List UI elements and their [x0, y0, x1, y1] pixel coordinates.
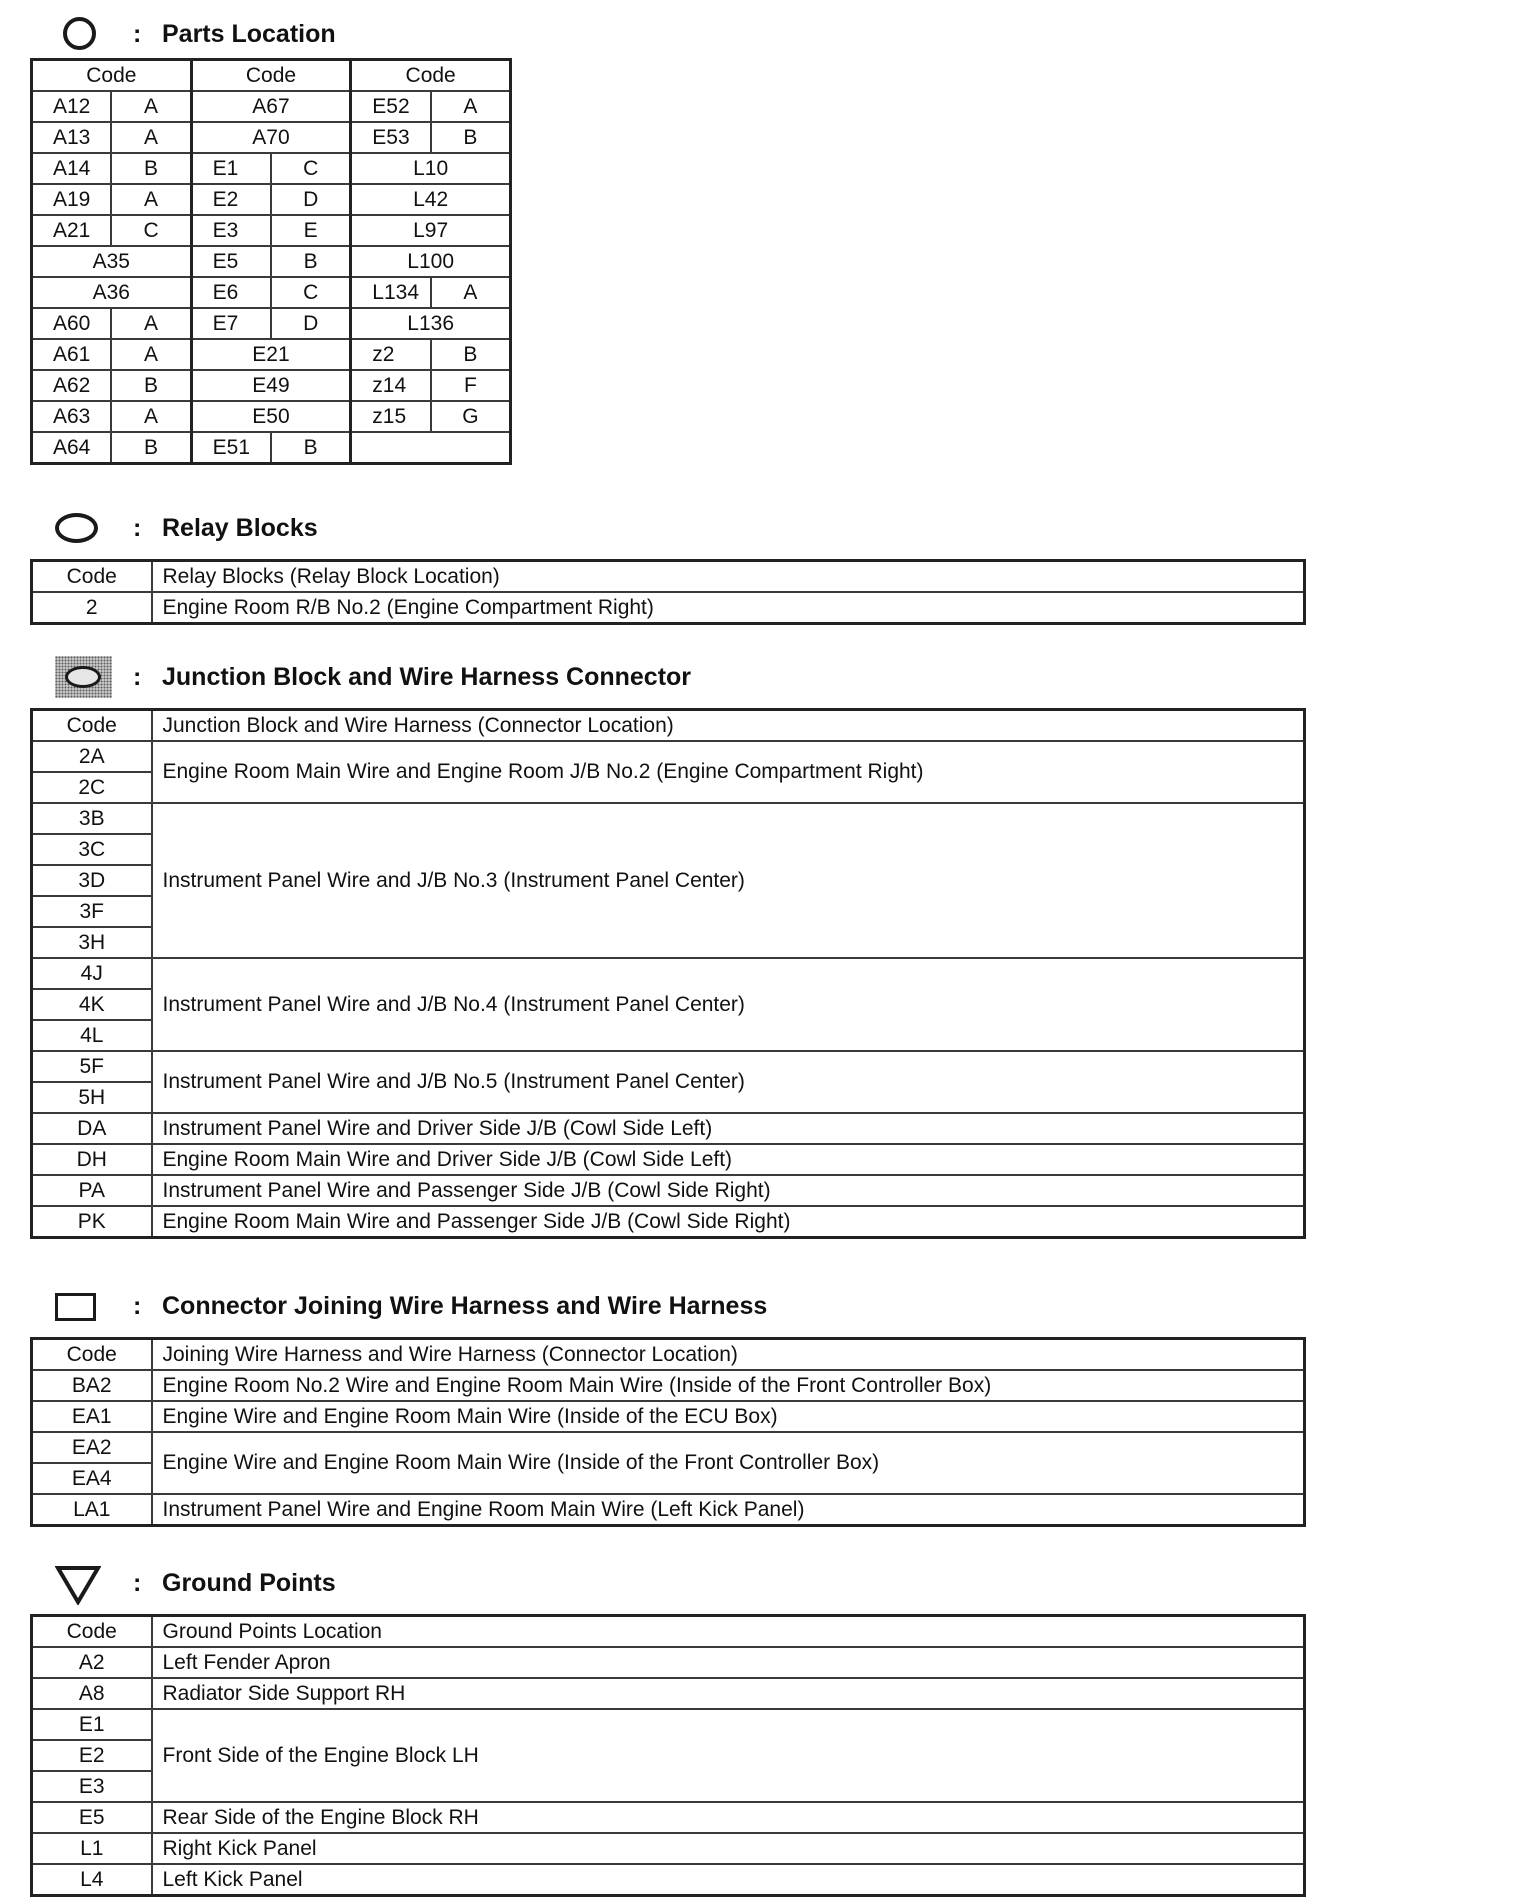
- location-cell: Instrument Panel Wire and J/B No.4 (Instrument Panel Center): [152, 958, 1305, 1051]
- location-cell: Instrument Panel Wire and J/B No.5 (Instrument Panel Center): [152, 1051, 1305, 1113]
- parts-location-letter: B: [431, 339, 511, 370]
- parts-code: L10: [351, 153, 511, 184]
- code-cell: EA1: [32, 1401, 152, 1432]
- parts-code: E5: [191, 246, 271, 277]
- table-row: [32, 1833, 1305, 1864]
- table-row: [32, 401, 511, 432]
- column-header: Code: [351, 60, 511, 92]
- parts-location-letter: A: [111, 91, 191, 122]
- parts-code: z14: [351, 370, 431, 401]
- table-row: [32, 592, 1305, 624]
- code-cell: 3F: [32, 896, 152, 927]
- parts-location-letter: B: [111, 153, 191, 184]
- parts-code: A64: [32, 432, 112, 464]
- ground-points-table: [30, 1614, 1306, 1897]
- table-header-row: [32, 561, 1305, 593]
- parts-code: E52: [351, 91, 431, 122]
- rectangle-icon: [55, 1293, 96, 1321]
- table-row: [32, 246, 511, 277]
- code-cell: EA4: [32, 1463, 152, 1494]
- parts-code: A61: [32, 339, 112, 370]
- code-cell: E1: [32, 1709, 152, 1740]
- heading-colon: :: [133, 663, 142, 691]
- location-cell: Engine Room No.2 Wire and Engine Room Main Wire (Inside of the Front Controller Box): [152, 1370, 1305, 1401]
- table-row: [32, 1144, 1305, 1175]
- parts-code: A63: [32, 401, 112, 432]
- column-header: Code: [191, 60, 351, 92]
- parts-location-letter: B: [431, 122, 511, 153]
- table-row: [32, 215, 511, 246]
- parts-code: E21: [191, 339, 351, 370]
- parts-code: E53: [351, 122, 431, 153]
- parts-location-letter: B: [271, 246, 351, 277]
- column-header: Ground Points Location: [152, 1616, 1305, 1648]
- parts-location-letter: C: [271, 277, 351, 308]
- column-header: Junction Block and Wire Harness (Connector Location): [152, 710, 1305, 742]
- table-row: [32, 339, 511, 370]
- shaded-oval-icon: [55, 656, 112, 698]
- location-cell: Left Kick Panel: [152, 1864, 1305, 1896]
- parts-location-letter: G: [431, 401, 511, 432]
- table-row: [32, 1647, 1305, 1678]
- table-row: [32, 1206, 1305, 1238]
- table-row: [32, 277, 511, 308]
- table-row: [32, 1709, 1305, 1740]
- parts-code: E50: [191, 401, 351, 432]
- table-row: [32, 153, 511, 184]
- location-cell: Radiator Side Support RH: [152, 1678, 1305, 1709]
- parts-code: A36: [32, 277, 192, 308]
- parts-code: E6: [191, 277, 271, 308]
- column-header: Code: [32, 710, 152, 742]
- table-row: [32, 1370, 1305, 1401]
- parts-location-letter: E: [271, 215, 351, 246]
- code-cell: 2: [32, 592, 152, 624]
- parts-code: E7: [191, 308, 271, 339]
- code-cell: DH: [32, 1144, 152, 1175]
- parts-code: E3: [191, 215, 271, 246]
- location-cell: Engine Room Main Wire and Engine Room J/B No.2 (Engine Compartment Right): [152, 741, 1305, 803]
- table-header-row: [32, 1616, 1305, 1648]
- section-title: Relay Blocks: [162, 514, 318, 542]
- location-cell: Right Kick Panel: [152, 1833, 1305, 1864]
- parts-code: E49: [191, 370, 351, 401]
- code-cell: A8: [32, 1678, 152, 1709]
- section-title: Junction Block and Wire Harness Connector: [162, 663, 692, 691]
- code-cell: 3B: [32, 803, 152, 834]
- parts-location-letter: C: [271, 153, 351, 184]
- table-row: [32, 370, 511, 401]
- junction-block-table: [30, 708, 1306, 1239]
- parts-code: L100: [351, 246, 511, 277]
- code-cell: EA2: [32, 1432, 152, 1463]
- table-row: [32, 958, 1305, 989]
- parts-code: [351, 432, 511, 464]
- code-cell: 3D: [32, 865, 152, 896]
- code-cell: 4J: [32, 958, 152, 989]
- table-row: [32, 91, 511, 122]
- parts-code: A35: [32, 246, 192, 277]
- heading-colon: :: [133, 20, 142, 48]
- parts-location-letter: A: [431, 277, 511, 308]
- oval-icon: [55, 513, 98, 543]
- code-cell: E3: [32, 1771, 152, 1802]
- parts-location-letter: A: [111, 184, 191, 215]
- parts-code: A19: [32, 184, 112, 215]
- parts-location-letter: B: [271, 432, 351, 464]
- parts-code: A13: [32, 122, 112, 153]
- table-header-row: [32, 60, 511, 92]
- section-title: Ground Points: [162, 1569, 336, 1597]
- code-cell: 2A: [32, 741, 152, 772]
- location-cell: Instrument Panel Wire and Passenger Side J/B (Cowl Side Right): [152, 1175, 1305, 1206]
- location-cell: Engine Wire and Engine Room Main Wire (Inside of the Front Controller Box): [152, 1432, 1305, 1494]
- code-cell: DA: [32, 1113, 152, 1144]
- parts-code: L136: [351, 308, 511, 339]
- table-row: [32, 1678, 1305, 1709]
- parts-location-letter: F: [431, 370, 511, 401]
- table-row: [32, 1494, 1305, 1526]
- parts-code: E51: [191, 432, 271, 464]
- table-row: [32, 1401, 1305, 1432]
- code-cell: E2: [32, 1740, 152, 1771]
- heading-colon: :: [133, 1569, 142, 1597]
- table-row: [32, 184, 511, 215]
- code-cell: A2: [32, 1647, 152, 1678]
- parts-location-letter: B: [111, 370, 191, 401]
- code-cell: 3C: [32, 834, 152, 865]
- table-row: [32, 1175, 1305, 1206]
- table-row: [32, 1113, 1305, 1144]
- table-row: [32, 308, 511, 339]
- code-cell: PA: [32, 1175, 152, 1206]
- parts-location-letter: A: [111, 401, 191, 432]
- code-cell: E5: [32, 1802, 152, 1833]
- code-cell: 4K: [32, 989, 152, 1020]
- parts-location-letter: B: [111, 432, 191, 464]
- parts-code: L42: [351, 184, 511, 215]
- code-cell: BA2: [32, 1370, 152, 1401]
- table-row: [32, 1051, 1305, 1082]
- section-title: Connector Joining Wire Harness and Wire Harness: [162, 1292, 768, 1320]
- parts-code: A21: [32, 215, 112, 246]
- parts-location-table: [30, 58, 512, 465]
- parts-code: A14: [32, 153, 112, 184]
- code-cell: 3H: [32, 927, 152, 958]
- table-row: [32, 1802, 1305, 1833]
- parts-location-letter: A: [111, 339, 191, 370]
- location-cell: Front Side of the Engine Block LH: [152, 1709, 1305, 1802]
- column-header: Code: [32, 60, 192, 92]
- table-row: [32, 803, 1305, 834]
- code-cell: L4: [32, 1864, 152, 1896]
- code-cell: 5F: [32, 1051, 152, 1082]
- table-row: [32, 122, 511, 153]
- parts-location-letter: D: [271, 184, 351, 215]
- code-cell: L1: [32, 1833, 152, 1864]
- location-cell: Rear Side of the Engine Block RH: [152, 1802, 1305, 1833]
- parts-code: A60: [32, 308, 112, 339]
- table-row: [32, 741, 1305, 772]
- column-header: Relay Blocks (Relay Block Location): [152, 561, 1305, 593]
- column-header: Code: [32, 561, 152, 593]
- location-cell: Instrument Panel Wire and Engine Room Main Wire (Left Kick Panel): [152, 1494, 1305, 1526]
- table-row: [32, 1864, 1305, 1896]
- column-header: Code: [32, 1616, 152, 1648]
- parts-code: A67: [191, 91, 351, 122]
- table-row: [32, 1432, 1305, 1463]
- location-cell: Engine Room Main Wire and Driver Side J/B (Cowl Side Left): [152, 1144, 1305, 1175]
- parts-code: z15: [351, 401, 431, 432]
- column-header: Joining Wire Harness and Wire Harness (Connector Location): [152, 1339, 1305, 1371]
- location-cell: Instrument Panel Wire and J/B No.3 (Instrument Panel Center): [152, 803, 1305, 958]
- parts-code: A12: [32, 91, 112, 122]
- parts-location-letter: A: [111, 308, 191, 339]
- location-cell: Engine Room Main Wire and Passenger Side J/B (Cowl Side Right): [152, 1206, 1305, 1238]
- location-cell: Instrument Panel Wire and Driver Side J/B (Cowl Side Left): [152, 1113, 1305, 1144]
- table-row: [32, 432, 511, 464]
- relay-blocks-table: [30, 559, 1306, 625]
- connector-table: [30, 1337, 1306, 1527]
- code-cell: PK: [32, 1206, 152, 1238]
- parts-code: A70: [191, 122, 351, 153]
- parts-location-letter: D: [271, 308, 351, 339]
- code-cell: 4L: [32, 1020, 152, 1051]
- parts-code: E2: [191, 184, 271, 215]
- code-cell: LA1: [32, 1494, 152, 1526]
- table-header-row: [32, 1339, 1305, 1371]
- heading-colon: :: [133, 1292, 142, 1320]
- parts-code: E1: [191, 153, 271, 184]
- location-cell: Engine Room R/B No.2 (Engine Compartment Right): [152, 592, 1305, 624]
- column-header: Code: [32, 1339, 152, 1371]
- code-cell: 2C: [32, 772, 152, 803]
- parts-location-letter: A: [111, 122, 191, 153]
- triangle-down-icon: [55, 1565, 101, 1605]
- circle-icon: [63, 17, 96, 50]
- parts-location-letter: C: [111, 215, 191, 246]
- parts-code: A62: [32, 370, 112, 401]
- location-cell: Engine Wire and Engine Room Main Wire (Inside of the ECU Box): [152, 1401, 1305, 1432]
- parts-code: L134: [351, 277, 431, 308]
- location-cell: Left Fender Apron: [152, 1647, 1305, 1678]
- parts-code: L97: [351, 215, 511, 246]
- code-cell: 5H: [32, 1082, 152, 1113]
- heading-colon: :: [133, 514, 142, 542]
- parts-code: z2: [351, 339, 431, 370]
- section-title: Parts Location: [162, 20, 336, 48]
- parts-location-letter: A: [431, 91, 511, 122]
- table-header-row: [32, 710, 1305, 742]
